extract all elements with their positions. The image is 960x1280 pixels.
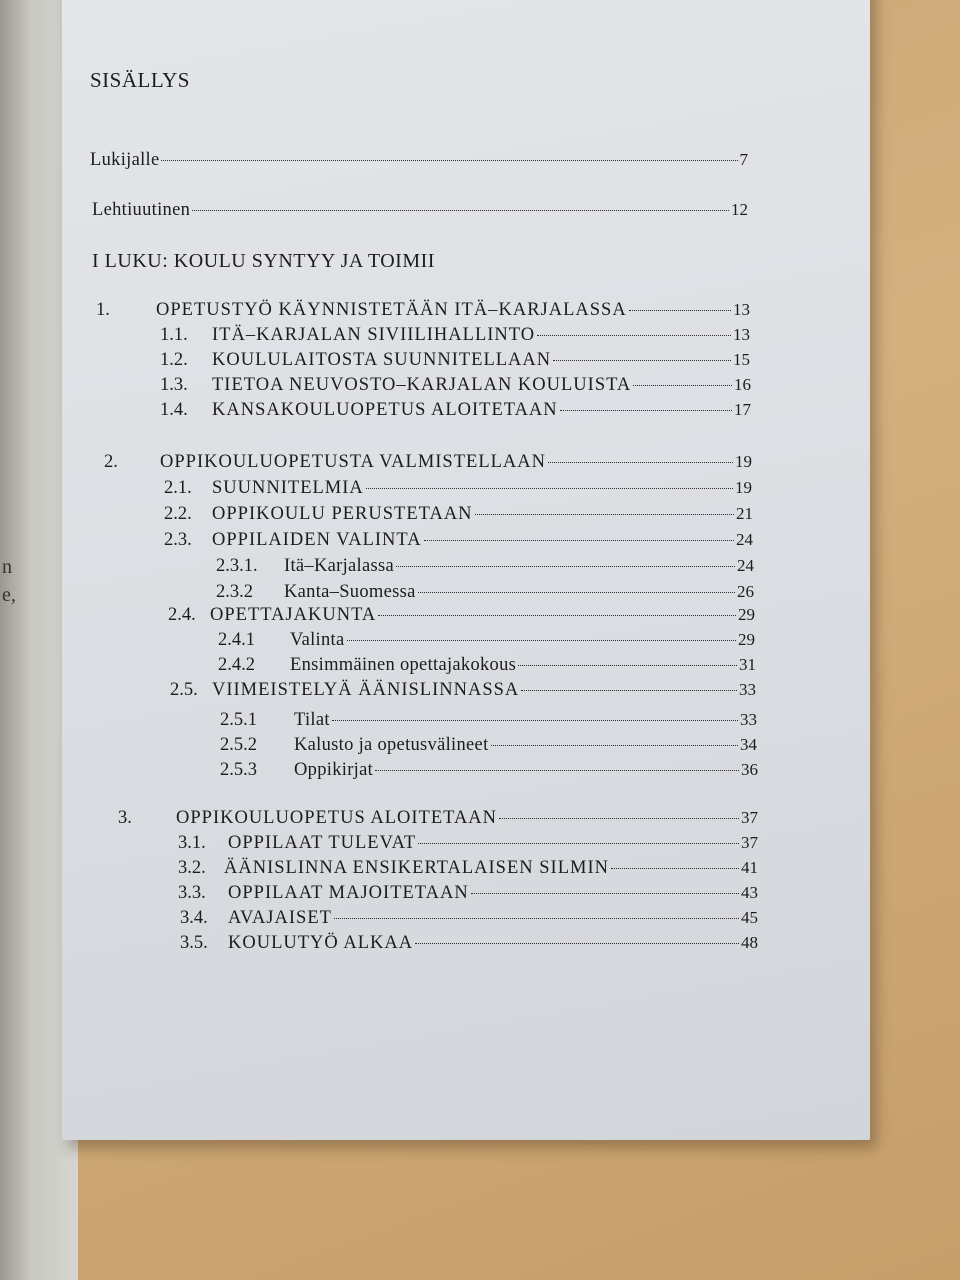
toc-entry-title: KANSAKOULUOPETUS ALOITETAAN [212,400,558,420]
toc-entry-page: 41 [741,858,758,877]
toc-entry-s1-2 [160,350,750,371]
toc-entry-title: Lehtiuutinen [92,200,191,220]
dot-leader [633,385,732,386]
toc-entry-s1-1 [160,325,750,346]
dot-leader [375,770,739,771]
toc-entry-title: Oppikirjat [294,760,374,780]
dot-leader [499,818,739,819]
toc-entry-title: Kalusto ja opetusvälineet [294,735,489,755]
toc-entry-page: 29 [738,630,755,649]
dot-leader [553,360,731,361]
toc-entry-page: 16 [734,375,751,394]
dot-leader [611,868,739,869]
toc-entry-page: 33 [740,710,757,729]
toc-entry-number: 3.4. [180,908,208,928]
toc-entry-page: 19 [735,478,752,497]
toc-entry-page: 31 [739,655,756,674]
toc-entry-s2-2 [164,504,753,525]
toc-entry-title: ÄÄNISLINNA ENSIKERTALAISEN SILMIN [224,858,609,878]
toc-entry-s2 [104,452,752,473]
toc-entry-title: AVAJAISET [228,908,332,928]
dot-leader [537,335,731,336]
toc-entry-s2-3-2 [216,582,754,603]
toc-entry-number: 2.4.1 [218,630,255,650]
toc-entry-title: KOULUTYÖ ALKAA [228,933,414,953]
dot-leader [491,745,738,746]
toc-entry-page: 36 [741,760,758,779]
left-page-fragment: n [2,556,12,578]
dot-leader [332,720,738,721]
toc-entry-page: 19 [735,452,752,471]
toc-entry-s3 [118,808,758,829]
dot-leader [192,210,729,211]
toc-entry-number: 2.3. [164,530,192,550]
dot-leader [424,540,734,541]
toc-entry-title: OPPILAAT MAJOITETAAN [228,883,469,903]
toc-entry-page: 24 [736,530,753,549]
toc-entry-number: 1.1. [160,325,188,345]
toc-entry-s2-4 [168,605,755,626]
dot-leader [418,592,735,593]
toc-entry-title: Itä–Karjalassa [284,556,395,576]
toc-entry-s3-1 [178,833,758,854]
toc-entry-lukijalle [90,150,748,171]
toc-entry-number: 1.3. [160,375,188,395]
dot-leader [418,843,739,844]
toc-entry-page: 24 [737,556,754,575]
toc-entry-lehtiuutinen [92,200,748,221]
toc-entry-number: 1.4. [160,400,188,420]
dot-leader [161,160,737,161]
dot-leader [334,918,739,919]
chapter-heading: I LUKU: KOULU SYNTYY JA TOIMII [92,250,435,272]
toc-entry-number: 3.3. [178,883,206,903]
toc-entry-s3-5 [180,933,758,954]
toc-entry-number: 2.3.1. [216,556,258,576]
toc-entry-title: Tilat [294,710,330,730]
toc-entry-s2-3-1 [216,556,754,577]
toc-entry-page: 29 [738,605,755,624]
toc-entry-number: 2.5.1 [220,710,257,730]
toc-entry-s1 [96,300,750,321]
toc-entry-page: 15 [733,350,750,369]
toc-entry-title: OPPILAIDEN VALINTA [212,530,422,550]
toc-entry-title: VIIMEISTELYÄ ÄÄNISLINNASSA [212,680,520,700]
dot-leader [475,514,734,515]
toc-entry-number: 2.4.2 [218,655,255,675]
toc-entry-s2-5-1 [220,710,757,731]
toc-entry-page: 37 [741,808,758,827]
toc-entry-number: 3.1. [178,833,206,853]
toc-entry-page: 34 [740,735,757,754]
toc-entry-number: 2. [104,452,118,472]
toc-entry-number: 1. [96,300,110,320]
toc-entry-s2-1 [164,478,752,499]
toc-entry-page: 37 [741,833,758,852]
toc-entry-number: 1.2. [160,350,188,370]
toc-entry-s3-4 [180,908,758,929]
toc-entry-title: TIETOA NEUVOSTO–KARJALAN KOULUISTA [212,375,632,395]
toc-entry-title: Lukijalle [90,150,160,170]
toc-entry-title: SUUNNITELMIA [212,478,364,498]
toc-entry-s1-3 [160,375,751,396]
left-page-fragment: e, [2,584,16,606]
toc-entry-number: 2.5.2 [220,735,257,755]
dot-leader [415,943,739,944]
toc-entry-page: 7 [739,150,748,169]
toc-entry-title: OPPIKOULUOPETUS ALOITETAAN [176,808,498,828]
toc-entry-number: 2.3.2 [216,582,253,602]
toc-entry-title: Valinta [290,630,345,650]
dot-leader [471,893,739,894]
dot-leader [629,310,731,311]
toc-entry-title: OPETUSTYÖ KÄYNNISTETÄÄN ITÄ–KARJALASSA [156,300,627,320]
toc-entry-page: 33 [739,680,756,699]
toc-entry-number: 2.5.3 [220,760,257,780]
toc-entry-page: 12 [731,200,748,219]
toc-entry-s3-2 [178,858,758,879]
toc-entry-title: ITÄ–KARJALAN SIVIILIHALLINTO [212,325,536,345]
dot-leader [560,410,732,411]
toc-entry-number: 3.2. [178,858,206,878]
toc-entry-number: 3. [118,808,132,828]
toc-entry-number: 3.5. [180,933,208,953]
toc-entry-page: 21 [736,504,753,523]
toc-entry-title: OPPIKOULUOPETUSTA VALMISTELLAAN [160,452,547,472]
toc-entry-s1-4 [160,400,751,421]
dot-leader [347,640,736,641]
toc-entry-title: OPPIKOULU PERUSTETAAN [212,504,473,524]
dot-leader [366,488,733,489]
toc-entry-title: Kanta–Suomessa [284,582,416,602]
dot-leader [396,566,735,567]
toc-entry-number: 2.2. [164,504,192,524]
toc-entry-s2-5 [170,680,756,701]
toc-entry-title: Ensimmäinen opettajakokous [290,655,517,675]
dot-leader [518,665,737,666]
toc-entry-title: OPPILAAT TULEVAT [228,833,417,853]
toc-entry-number: 2.1. [164,478,192,498]
toc-entry-number: 2.5. [170,680,198,700]
toc-entry-s3-3 [178,883,758,904]
toc-entry-title: KOULULAITOSTA SUUNNITELLAAN [212,350,552,370]
toc-entry-title: OPETTAJAKUNTA [210,605,377,625]
toc-entry-page: 43 [741,883,758,902]
toc-entry-page: 13 [733,300,750,319]
toc-entry-page: 48 [741,933,758,952]
dot-leader [548,462,733,463]
toc-entry-page: 26 [737,582,754,601]
dot-leader [521,690,737,691]
toc-entry-s2-4-2 [218,655,756,676]
toc-entry-s2-5-2 [220,735,757,756]
dot-leader [378,615,736,616]
toc-entry-s2-4-1 [218,630,755,651]
toc-entry-s2-5-3 [220,760,758,781]
toc-entry-page: 13 [733,325,750,344]
toc-entry-page: 17 [734,400,751,419]
toc-entry-number: 2.4. [168,605,196,625]
toc-entry-page: 45 [741,908,758,927]
page-title: SISÄLLYS [90,68,190,92]
toc-entry-s2-3 [164,530,753,551]
